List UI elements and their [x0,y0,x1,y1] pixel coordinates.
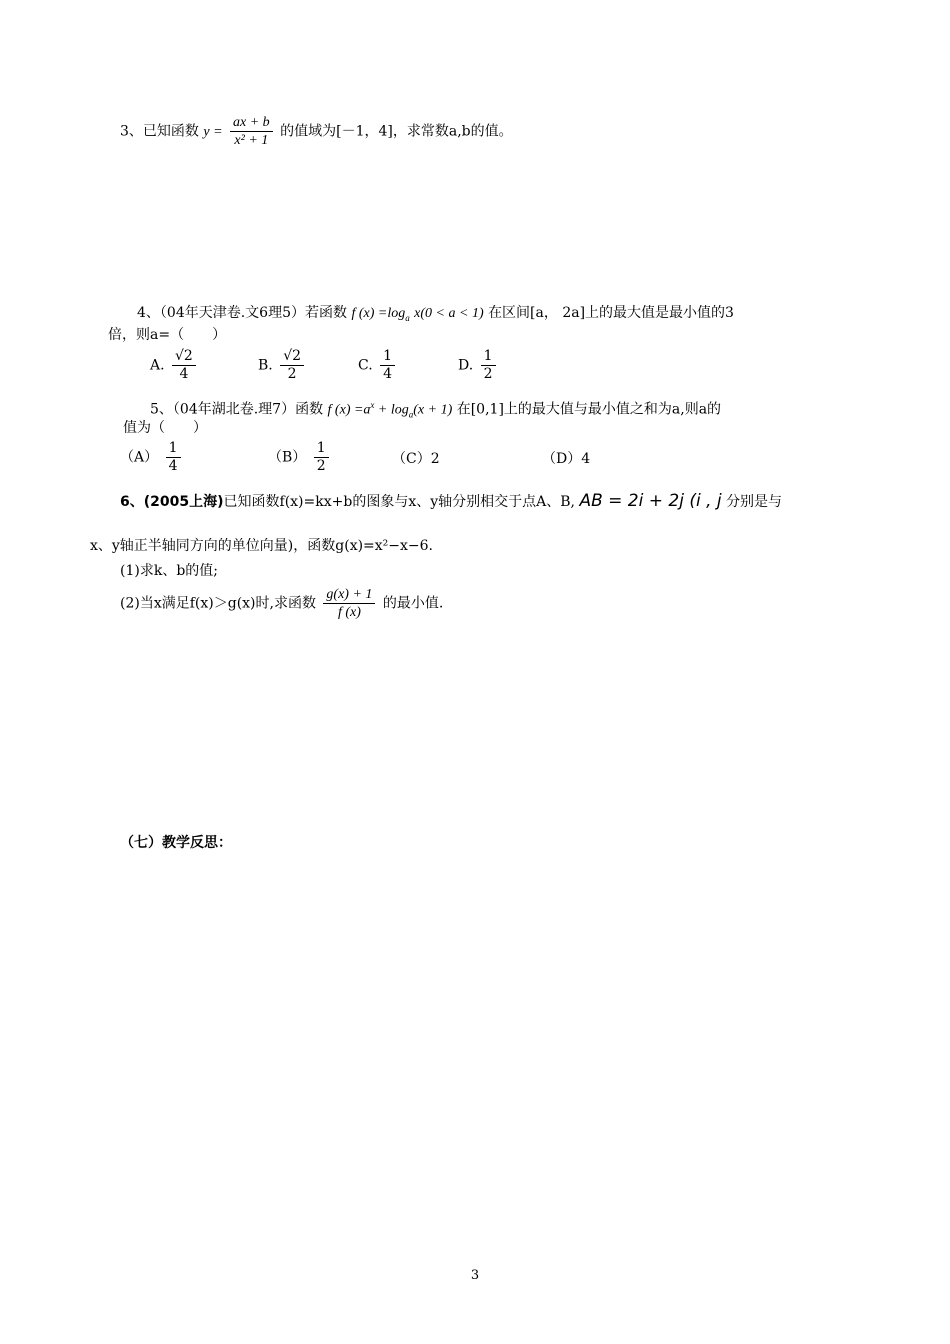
q3-fraction [230,114,273,149]
q5-option-a-frac [166,440,181,475]
q5-line1 [150,396,721,423]
section-heading: （七）教学反思： [120,835,232,851]
q6-part1 [120,562,218,580]
q5-option-c: （C）2 [392,451,440,467]
q3-line [120,114,513,149]
q5-option-b [268,440,332,475]
q5-f: f (x) =a [327,402,371,418]
q5-option-b-den: 2 [316,458,326,474]
q4-option-d-num: 1 [481,348,496,366]
q4-option-c-den: 4 [383,366,393,382]
q4-option-d-den: 2 [483,366,493,382]
q4-options [150,348,550,388]
q5-options [120,440,640,480]
q4-option-d [458,348,499,383]
q5-arg: (x + 1) [413,402,453,418]
q5-option-b-label: （B） [268,449,307,466]
q5-sup: x [370,400,375,410]
q4-prefix: 4、（04年天津卷.文6理5）若函数 [137,305,347,321]
q4-line2-text: 倍，则a=（ ） [108,327,227,343]
q4-option-a-den: 4 [179,366,189,382]
q6-line1 [120,492,782,511]
q6-text1: 已知函数f(x)=kx+b的图象与x、y轴分别相交于点A、B, [223,494,575,510]
q6-part2 [120,586,443,621]
q4-line1 [137,304,734,327]
q5-option-b-frac [314,440,329,475]
q4-sub: a [405,312,410,323]
q5-tail: 在[0,1]上的最大值与最小值之和为a,则a的 [456,401,722,418]
q5-log: + log [374,402,409,418]
q4-option-d-frac [481,348,496,383]
q6-part2-suffix: 的最小值. [382,595,444,612]
q5-prefix: 5、（04年湖北卷.理7）函数 [150,401,324,418]
q4-option-c-num: 1 [380,348,395,366]
q5-option-a [120,440,184,475]
q4-option-b-frac [280,348,304,383]
q6-lead: 6、(2005上海) [120,494,224,510]
q5-option-b-num: 1 [314,440,329,458]
q5-sub: a [408,409,414,420]
q4-option-b-label: B. [258,357,273,374]
q4-option-b-den: 2 [287,366,297,382]
q4-option-a [150,348,199,383]
q5-option-a-num: 1 [166,440,181,458]
q4-option-a-label: A. [150,357,165,374]
q5-option-d: （D）4 [542,451,591,467]
q4-option-c-label: C. [358,357,373,374]
q4-option-a-num: √2 [172,348,196,366]
q4-line2 [108,326,226,344]
q4-option-c [358,348,398,383]
q6-part2-prefix: (2)当x满足f(x)＞g(x)时,求函数 [120,595,316,612]
q6-part2-fraction [323,586,375,621]
q4-option-d-label: D. [458,357,474,374]
page-number: 3 [470,1268,480,1283]
q6-part1-text: (1)求k、b的值; [120,563,218,579]
q6-line2-text: x、y轴正半轴同方向的单位向量)，函数g(x)=x²−x−6. [90,538,433,554]
q6-part2-num: g(x) + 1 [323,586,375,604]
q4-tail: 在区间[a， 2a]上的最大值是最小值的3 [488,305,734,321]
q4-option-c-frac [380,348,395,383]
q5-line2 [123,419,207,437]
q3-y: y = [203,124,223,140]
q6-vector: AB = 2i + 2j (i , j [579,491,722,511]
q4-option-b [258,348,307,383]
q6-text1b: 分别是与 [726,494,783,510]
q4-option-a-frac [172,348,196,383]
q6-part2-den: f (x) [337,605,361,620]
q3-suffix: 的值域为[－1，4]，求常数a,b的值。 [280,123,513,140]
q3-prefix: 3、已知函数 [120,123,199,140]
q6-line2 [90,537,433,555]
q5-line2-text: 值为（ ） [123,420,207,436]
q3-num: ax + b [230,114,273,132]
q3-den: x² + 1 [234,133,269,148]
q4-rest: x(0 < a < 1) [414,306,484,321]
q4-option-b-num: √2 [280,348,304,366]
q4-func: f (x) =log [351,306,406,321]
q5-option-a-den: 4 [168,458,178,474]
q5-option-a-label: （A） [120,449,159,466]
